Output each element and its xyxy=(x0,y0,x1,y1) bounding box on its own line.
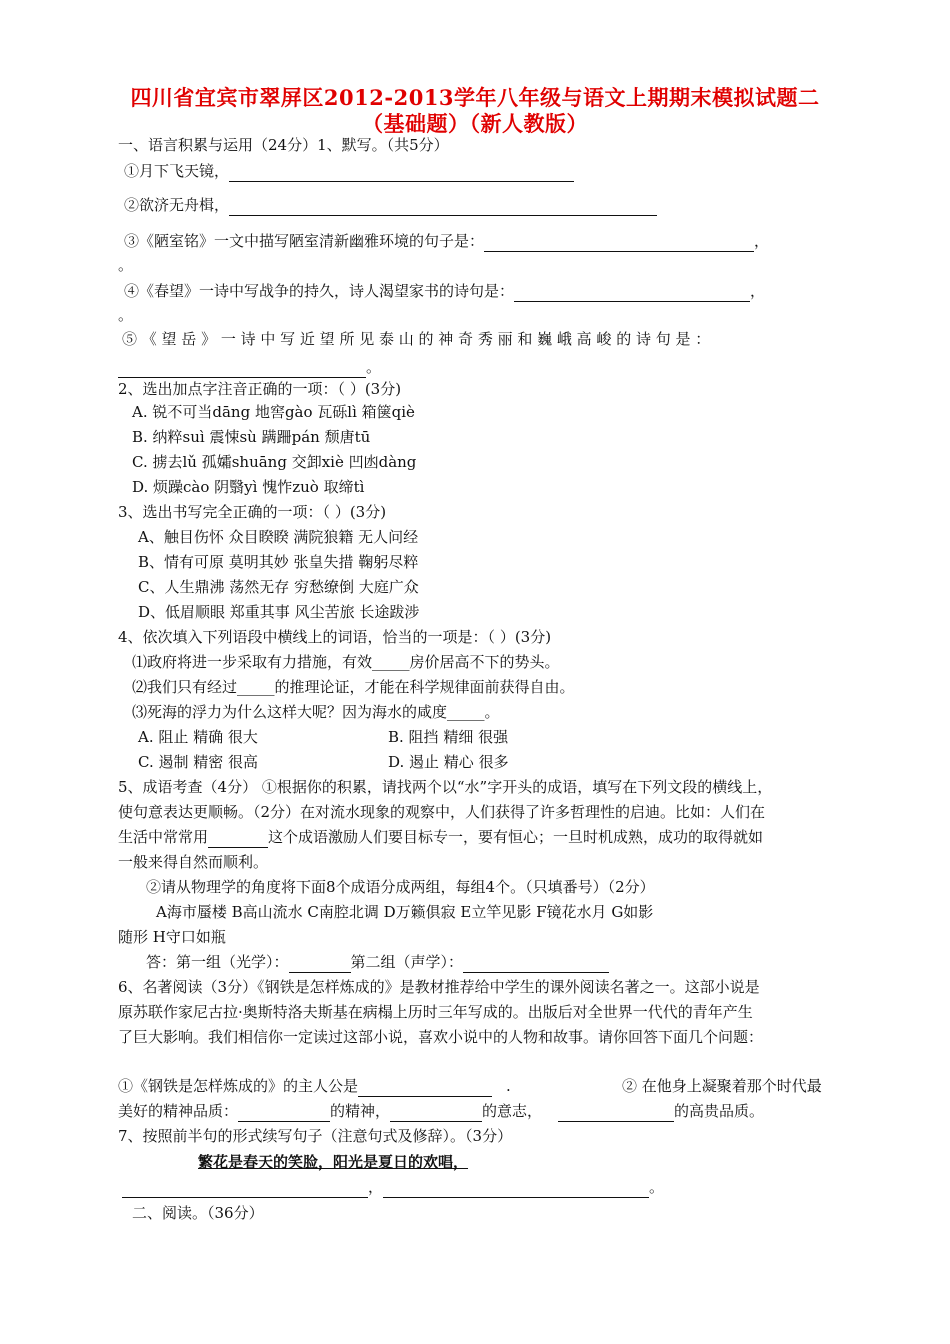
q1-item2-text: ②欲济无舟楫， xyxy=(124,196,230,214)
q4-stem: 4、依次填入下列语段中横线上的词语，恰当的一项是：（ ）(3分) xyxy=(118,628,552,646)
q2-option-a: A. 锐不可当dāng 地窖gào 瓦砾lì 箱箧qiè xyxy=(132,403,415,421)
q1-item4-blank[interactable] xyxy=(514,285,750,302)
q1-item1-blank[interactable] xyxy=(229,165,574,182)
q1-item4 xyxy=(124,280,765,302)
q5-group2-label: 第二组（声学）： xyxy=(350,953,464,971)
q1-item3-blank[interactable] xyxy=(484,235,754,252)
q6-dot: . xyxy=(506,1077,511,1095)
q6-qualities-label: 美好的精神品质： xyxy=(118,1102,239,1120)
q3-stem: 3、选出书写完全正确的一项：（ ）(3分) xyxy=(118,503,387,521)
q5-answer-line xyxy=(146,951,609,973)
q5-idiom-blank-1[interactable] xyxy=(208,831,268,848)
q4-option-b: B. 阻挡 精细 很强 xyxy=(388,728,509,746)
q6-line2: 原苏联作家尼古拉·奥斯特洛夫斯基在病榻上历时三年写成的。出版后对全世界一代代的青年产生 xyxy=(118,1003,753,1021)
q4-sentence-1: ⑴政府将进一步采取有力措施，有效_____房价居高不下的势头。 xyxy=(132,653,560,671)
q6-protagonist-blank[interactable] xyxy=(358,1080,492,1097)
q6-will-suffix: 的意志， xyxy=(482,1102,543,1120)
q2-option-d: D. 烦躁cào 阴翳yì 愧怍zuò 取缔tì xyxy=(132,478,365,496)
q3-option-b: B、情有可原 莫明其妙 张皇失措 鞠躬尽粹 xyxy=(138,553,419,571)
q6-protagonist-label: ①《钢铁是怎样炼成的》的主人公是 xyxy=(118,1077,359,1095)
q1-item5: ⑤ 《 望 岳 》 一 诗 中 写 近 望 所 见 泰 山 的 神 奇 秀 丽 和 巍 峨 高 峻 的 诗 句 是 ： xyxy=(122,330,711,348)
q5-line3 xyxy=(118,826,763,848)
q1-item1-text: ①月下飞天镜， xyxy=(124,162,230,180)
q4-option-d: D. 遏止 精心 很多 xyxy=(388,753,509,771)
q6-line4 xyxy=(118,1075,511,1097)
q4-sentence-2: ⑵我们只有经过_____的推理论证，才能在科学规律面前获得自由。 xyxy=(132,678,575,696)
q1-item5-blank[interactable] xyxy=(118,361,366,378)
q1-item5-period: 。 xyxy=(366,358,382,376)
q6-spirit-blank[interactable] xyxy=(238,1105,330,1122)
q3-option-a: A、触目伤怀 众目睽睽 满院狼籍 无人问经 xyxy=(138,528,419,546)
q7-stem: 7、按照前半句的形式续写句子（注意句式及修辞）。（3分） xyxy=(118,1127,513,1145)
q1-item3-text: ③《陋室铭》一文中描写陋室清新幽雅环境的句子是： xyxy=(124,232,485,250)
q5-group1-blank[interactable] xyxy=(289,956,351,973)
q5-line6: A海市蜃楼 B高山流水 C南腔北调 D万籁俱寂 E立竿见影 F镜花水月 G如影 xyxy=(156,903,654,921)
q6-will-blank[interactable] xyxy=(390,1105,482,1122)
q6-quality-blank[interactable] xyxy=(558,1105,674,1122)
q2-option-c: C. 掳去lǔ 孤孀shuāng 交卸xiè 凹凼dàng xyxy=(132,453,417,471)
q1-item4-tail: 。 xyxy=(118,306,134,324)
q1-item1 xyxy=(124,160,574,182)
q5-group1-label: 答：第一组（光学）： xyxy=(146,953,289,971)
q7-answer-blank-2[interactable] xyxy=(383,1181,649,1198)
q6-line4-right: ② 在他身上凝聚着那个时代最 xyxy=(622,1077,822,1095)
q1-item2 xyxy=(124,194,657,216)
q7-period: 。 xyxy=(649,1178,665,1196)
q4-sentence-3: ⑶死海的浮力为什么这样大呢？因为海水的咸度_____。 xyxy=(132,703,500,721)
q1-item5-answer xyxy=(118,356,381,378)
q3-option-c: C、人生鼎沸 荡然无存 穷愁缭倒 大庭广众 xyxy=(138,578,419,596)
q1-item4-comma: ， xyxy=(750,282,766,300)
q2-option-b: B. 纳粹suì 震悚sù 蹒跚pán 颓唐tū xyxy=(132,428,371,446)
q6-spirit-suffix: 的精神， xyxy=(330,1102,391,1120)
exam-title-line2: （基础题）（新人教版） xyxy=(362,111,588,136)
q6-line3: 了巨大影响。我们相信你一定读过这部小说，喜欢小说中的人物和故事。请你回答下面几个问题： xyxy=(118,1028,764,1046)
q5-line5: ②请从物理学的角度将下面8个成语分成两组，每组4个。（只填番号）（2分） xyxy=(146,878,655,896)
q6-quality-suffix: 的高贵品质。 xyxy=(674,1102,765,1120)
q6-line1: 6、名著阅读（3分）《钢铁是怎样炼成的》是教材推荐给中学生的课外阅读名著之一。这部小说是 xyxy=(118,978,760,996)
q5-line7: 随形 H守口如瓶 xyxy=(118,928,226,946)
q5-group2-blank[interactable] xyxy=(463,956,609,973)
q7-answer-blank-1[interactable] xyxy=(122,1181,368,1198)
q1-item3-comma: ， xyxy=(754,232,770,250)
q4-option-c: C. 遏制 精密 很高 xyxy=(138,753,259,771)
q6-line5 xyxy=(118,1100,764,1122)
q5-line3-end: 这个成语激励人们要目标专一，要有恒心；一旦时机成熟，成功的取得就如 xyxy=(268,828,764,846)
q5-line3-start: 生活中常常用 xyxy=(118,828,209,846)
q2-stem: 2、选出加点字注音正确的一项：（ ）(3分) xyxy=(118,380,402,398)
section1-heading: 一、语言积累与运用（24分）1、默写。（共5分） xyxy=(118,136,449,154)
q7-comma: ， xyxy=(368,1178,384,1196)
q3-option-d: D、低眉顺眼 郑重其事 风尘苦旅 长途跋涉 xyxy=(138,603,420,621)
q1-item4-text: ④《春望》一诗中写战争的持久，诗人渴望家书的诗句是： xyxy=(124,282,515,300)
q5-line2: 使句意表达更顺畅。（2分）在对流水现象的观察中，人们获得了许多哲理性的启迪。比如：人们在 xyxy=(118,803,766,821)
q1-item3 xyxy=(124,230,769,252)
exam-title-line1: 四川省宜宾市翠屏区2012-2013学年八年级与语文上期期末模拟试题二 xyxy=(130,85,820,110)
q1-item3-tail: 。 xyxy=(118,256,134,274)
section2-heading: 二、阅读。（36分） xyxy=(132,1204,264,1222)
q7-example: 繁花是春天的笑脸，阳光是夏日的欢唱， xyxy=(198,1153,469,1171)
q4-option-a: A. 阻止 精确 很大 xyxy=(138,728,258,746)
q5-line1: 5、成语考查（4分） ①根据你的积累，请找两个以“水”字开头的成语，填写在下列文段的横线上， xyxy=(118,778,773,796)
q5-line4: 一般来得自然而顺利。 xyxy=(118,853,269,871)
q1-item2-blank[interactable] xyxy=(229,199,657,216)
q7-answer-line xyxy=(122,1176,664,1198)
